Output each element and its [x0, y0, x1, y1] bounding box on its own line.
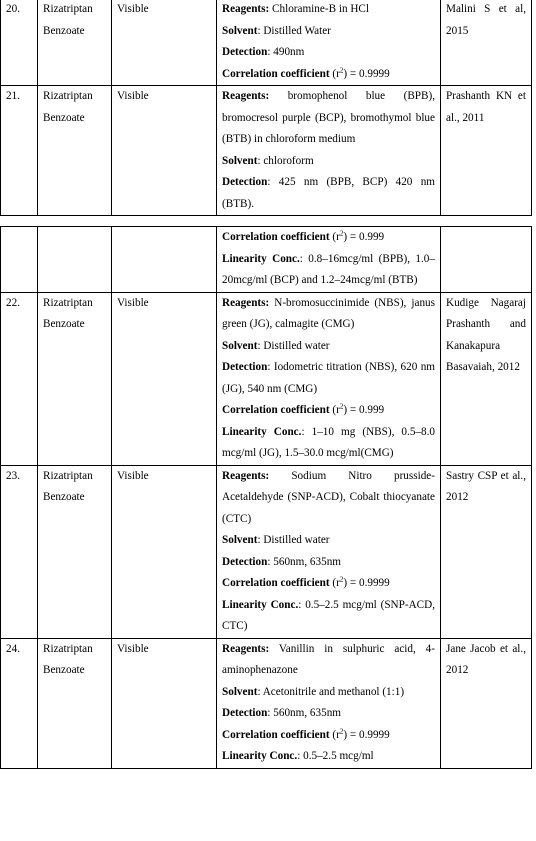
detail-label: Reagents:	[222, 469, 270, 482]
detail-label: Detection	[222, 46, 268, 58]
drug-name: Rizatriptan Benzoate	[38, 0, 112, 86]
detail-line	[222, 249, 435, 292]
detail-value: $(r^2) = 0.9999$	[329, 726, 390, 741]
row-number: 21.	[1, 86, 38, 216]
method-type: Visible	[112, 292, 217, 465]
reference	[441, 227, 532, 293]
detail-line	[222, 336, 435, 358]
detail-value: $(r^2) = 0.9999$	[329, 65, 390, 80]
superscript: 2	[339, 229, 344, 238]
detail-line	[222, 357, 435, 400]
detail-value: : 0.5–2.5 mcg/ml	[297, 750, 374, 762]
row-number: 24.	[1, 638, 38, 768]
detail-value: Chloramine-B in HCl	[269, 3, 369, 15]
table-row	[1, 292, 532, 465]
method-details	[217, 227, 441, 293]
table-row	[1, 638, 532, 768]
detail-value: : 0.5–2.5 mcg/ml (SNP-ACD, CTC)	[222, 598, 435, 632]
detail-label: Reagents:	[222, 90, 270, 102]
row-number: 23.	[1, 465, 38, 638]
detail-label: Correlation coefficient	[222, 577, 330, 589]
detail-line	[222, 703, 435, 725]
detail-value: : Distilled water	[257, 339, 330, 352]
detail-line	[222, 21, 435, 43]
detail-value: N-bromosuccinimide (NBS), janus green (JG), calmagite (CMG)	[222, 296, 435, 330]
detail-label: Linearity Conc.	[222, 750, 298, 762]
row-number: 22.	[1, 292, 38, 465]
detail-value: $(r^2) = 0.999$	[329, 402, 385, 416]
detail-label: Correlation coefficient	[222, 67, 330, 80]
detail-line	[222, 573, 435, 595]
detail-line	[222, 422, 435, 465]
detail-label: Correlation coefficient	[222, 231, 330, 243]
table-row	[1, 0, 532, 86]
drug-name	[38, 227, 112, 293]
detail-label: Solvent	[222, 24, 258, 37]
detail-line	[222, 0, 435, 21]
detail-label: Detection	[222, 555, 268, 568]
method-details	[217, 638, 441, 768]
table-row	[1, 86, 532, 216]
superscript: 2	[339, 575, 344, 584]
detail-value: : Iodometric titration (NBS), 620 nm (JG), 540 nm (CMG)	[222, 361, 435, 395]
detail-value: : Distilled water	[257, 534, 330, 546]
detail-label: Detection	[222, 361, 268, 373]
detail-value: : 560nm, 635nm	[267, 707, 342, 719]
table-row	[1, 227, 532, 293]
method-details	[217, 292, 441, 465]
detail-value: Sodium Nitro prusside-Acetaldehyde (SNP-ACD), Cobalt thiocyanate (CTC)	[222, 469, 435, 525]
detail-line	[222, 639, 435, 682]
reference: Malini S et al, 2015	[441, 0, 532, 86]
detail-line	[222, 42, 435, 64]
detail-line	[222, 293, 435, 336]
detail-label: Reagents:	[222, 642, 270, 655]
reference: Prashanth KN et al., 2011	[441, 86, 532, 216]
detail-label: Linearity Conc.	[222, 425, 302, 438]
detail-label: Solvent	[222, 685, 258, 698]
method-details	[217, 86, 441, 216]
detail-line	[222, 172, 435, 215]
method-type: Visible	[112, 86, 217, 216]
detail-line	[222, 64, 435, 86]
method-details	[217, 0, 441, 86]
detail-label: Solvent	[222, 154, 258, 167]
detail-label: Linearity Conc.	[222, 598, 299, 611]
detail-value: $(r^2) = 0.999$	[329, 229, 385, 243]
reference: Sastry CSP et al., 2012	[441, 465, 532, 638]
detail-value: : 0.8–16mcg/ml (BPB), 1.0–20mcg/ml (BCP) and 1.2–24mcg/ml (BTB)	[222, 252, 435, 286]
method-details	[217, 465, 441, 638]
drug-name: Rizatriptan Benzoate	[38, 292, 112, 465]
drug-name: Rizatriptan Benzoate	[38, 638, 112, 768]
detail-label: Reagents:	[222, 296, 270, 309]
row-number: 20.	[1, 0, 38, 86]
detail-label: Linearity Conc.	[222, 252, 300, 265]
superscript: 2	[339, 726, 344, 735]
detail-line	[222, 400, 435, 422]
detail-value: : 490nm	[267, 46, 305, 58]
detail-label: Detection	[222, 707, 268, 719]
methods-table-part-2	[0, 226, 532, 769]
reference: Jane Jacob et al., 2012	[441, 638, 532, 768]
detail-value: : 425 nm (BPB, BCP) 420 nm (BTB).	[222, 176, 435, 210]
method-type: Visible	[112, 465, 217, 638]
detail-value: $(r^2) = 0.9999$	[329, 575, 390, 589]
detail-line	[222, 595, 435, 638]
drug-name: Rizatriptan Benzoate	[38, 86, 112, 216]
method-type: Visible	[112, 638, 217, 768]
detail-value: : Acetonitrile and methanol (1:1)	[257, 685, 405, 698]
detail-line	[222, 466, 435, 531]
detail-line	[222, 552, 435, 574]
detail-line	[222, 746, 435, 768]
method-type	[112, 227, 217, 293]
detail-label: Correlation coefficient	[222, 728, 330, 741]
detail-value: : chloroform	[257, 154, 314, 167]
detail-line	[222, 682, 435, 704]
detail-value: : 560nm, 635nm	[267, 555, 342, 568]
detail-value: Vanillin in sulphuric acid, 4-aminophenazone	[222, 642, 435, 676]
detail-line	[222, 151, 435, 173]
detail-label: Reagents:	[222, 3, 270, 15]
row-number	[1, 227, 38, 293]
drug-name: Rizatriptan Benzoate	[38, 465, 112, 638]
detail-line	[222, 725, 435, 747]
detail-value: : 1–10 mg (NBS), 0.5–8.0 mcg/ml (JG), 1.5–30.0 mcg/ml(CMG)	[222, 425, 435, 459]
detail-label: Solvent	[222, 534, 258, 546]
table-row	[1, 465, 532, 638]
reference: Kudige Nagaraj Prashanth and Kanakapura Basavaiah, 2012	[441, 292, 532, 465]
methods-table-part-1	[0, 0, 532, 216]
detail-label: Solvent	[222, 339, 258, 352]
detail-value: : Distilled Water	[257, 24, 331, 37]
superscript: 2	[339, 402, 344, 411]
method-type: Visible	[112, 0, 217, 86]
detail-line	[222, 227, 435, 249]
detail-label: Detection	[222, 176, 268, 188]
detail-line	[222, 86, 435, 151]
superscript: 2	[339, 65, 344, 74]
detail-value: bromophenol blue (BPB), bromocresol purple (BCP), bromothymol blue (BTB) in chloroform medium	[222, 90, 435, 145]
detail-label: Correlation coefficient	[222, 404, 330, 416]
detail-line	[222, 530, 435, 552]
